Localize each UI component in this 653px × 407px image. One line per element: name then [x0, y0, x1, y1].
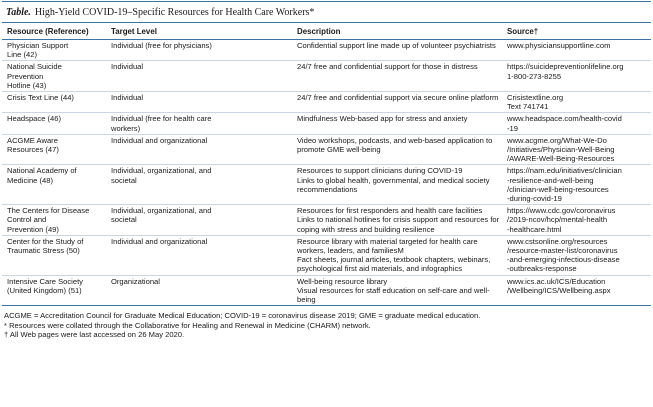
description-line: Confidential support line made up of volunteer psychiatrists [297, 41, 496, 50]
source-cell [502, 134, 651, 165]
target-level-line: Individual and organizational [111, 135, 208, 145]
source-line: 1-800-273-8255 [507, 71, 562, 81]
resources-table [2, 23, 651, 306]
target-level-line: Individual, organizational, and [111, 206, 212, 216]
resource-line: Center for the Study of [7, 236, 84, 246]
source-line: www.cstsonline.org/resources [507, 236, 608, 246]
resource-line: Crisis Text Line (44) [7, 93, 74, 103]
description-line: Resources for first responders and health care facilities Links to national hotlines for crisis support and resources for coping with stress and building resilience [297, 206, 500, 234]
resource-cell [2, 40, 106, 61]
target-level-line: workers) [111, 123, 141, 133]
table-row [2, 235, 651, 275]
target-level-cell [106, 113, 292, 134]
resource-cell [2, 61, 106, 92]
resource-line: (United Kingdom) (51) [7, 285, 82, 295]
resource-cell [2, 275, 106, 306]
source-line: www.headspace.com/health-covid [507, 114, 622, 124]
resource-line: Resources (47) [7, 145, 59, 155]
table-title [2, 1, 651, 23]
resource-cell [2, 205, 106, 236]
description-line: Resource library with material targeted for health care workers, leaders, and familiesM [297, 236, 478, 256]
source-line: /AWARE-Well-Being-Resources [507, 154, 615, 164]
table-row [2, 134, 651, 165]
description-line: 24/7 free and confidential support via secure online platform [297, 93, 499, 103]
resource-line: Headspace (46) [7, 114, 62, 124]
header-description: Description [292, 23, 502, 40]
description-line: Visual resources for staff education on self-care and well-being [297, 285, 490, 305]
resource-line: Physician Support [7, 41, 69, 50]
resource-line: Traumatic Stress (50) [7, 246, 80, 256]
target-level-line: Organizational [111, 276, 160, 286]
target-level-line: Individual [111, 62, 144, 72]
description-cell [292, 235, 502, 275]
table-row [2, 40, 651, 61]
footnote-abbreviations: ACGME = Accreditation Council for Graduate Medical Education; COVID-19 = coronavirus disease 2019; GME = graduate medical education. [4, 311, 481, 321]
source-line: https://suicidepreventionlifeline.org [507, 62, 624, 72]
source-line: -and-emerging-infectious-disease [507, 255, 620, 265]
source-cell [502, 235, 651, 275]
source-cell [502, 113, 651, 134]
resource-line: Prevention [7, 71, 44, 81]
source-line: www.physiciansupportline.com [507, 41, 611, 50]
target-level-line: societal [111, 215, 137, 225]
source-line: -outbreaks-response [507, 264, 577, 274]
description-line: Video workshops, podcasts, and web-based application to promote GME well-being [297, 135, 493, 155]
description-cell [292, 113, 502, 134]
resource-cell [2, 235, 106, 275]
source-cell [502, 61, 651, 92]
source-line: Text 741741 [507, 102, 549, 112]
source-line: https://nam.edu/initiatives/clinician [507, 166, 622, 176]
resource-line: Intensive Care Society [7, 276, 83, 286]
source-line: /Initiatives/Physician-Well-Being [507, 145, 615, 155]
source-line: Crisistextline.org [507, 93, 564, 103]
source-cell [502, 165, 651, 205]
resource-line: Control and [7, 215, 47, 225]
target-level-cell [106, 134, 292, 165]
resource-cell [2, 134, 106, 165]
source-line: -resilience-and-well-being [507, 175, 594, 185]
resource-line: Line (42) [7, 50, 37, 60]
source-cell [502, 275, 651, 306]
description-line: Resources to support clinicians during COVID-19 [297, 166, 463, 176]
resource-cell [2, 165, 106, 205]
target-level-cell [106, 40, 292, 61]
resource-cell [2, 92, 106, 113]
source-line: -during-covid-19 [507, 194, 562, 204]
description-cell [292, 165, 502, 205]
table-row [2, 275, 651, 306]
target-level-line: Individual [111, 93, 144, 103]
target-level-line: Individual, organizational, and [111, 166, 212, 176]
table-caption: High-Yield COVID-19–Specific Resources for Health Care Workers* [34, 6, 315, 18]
table-row [2, 61, 651, 92]
source-line: /2019-ncov/hcp/mental-health [507, 215, 608, 225]
resource-line: The Centers for Disease [7, 206, 90, 216]
header-source: Source† [502, 23, 651, 40]
source-cell [502, 40, 651, 61]
source-line: www.ics.ac.uk/ICS/Education [507, 276, 606, 286]
table-row [2, 113, 651, 134]
source-line: /resource-master-list/coronavirus [507, 246, 618, 256]
table-label: Table. [6, 6, 31, 18]
target-level-line: Individual (free for health care [111, 114, 212, 124]
target-level-line: Individual (free for physicians) [111, 41, 212, 50]
resource-cell [2, 113, 106, 134]
source-line: -19 [507, 123, 518, 133]
target-level-cell [106, 92, 292, 113]
description-cell [292, 134, 502, 165]
source-line: /Wellbeing/ICS/Wellbeing.aspx [507, 285, 611, 295]
source-line: /clinician-well-being-resources [507, 184, 609, 194]
document-page [0, 1, 653, 407]
resource-line: Hotline (43) [7, 80, 47, 90]
description-line: Fact sheets, journal articles, textbook chapters, webinars, psychological first aid materials, and infographics [297, 255, 491, 274]
table-row [2, 92, 651, 113]
table-footnotes [2, 306, 651, 340]
description-line: 24/7 free and confidential support for those in distress [297, 62, 478, 72]
description-cell [292, 205, 502, 236]
table-row [2, 205, 651, 236]
target-level-cell [106, 61, 292, 92]
header-target-level: Target Level [106, 23, 292, 40]
footnote-dagger: † All Web pages were last accessed on 26 May 2020. [4, 330, 185, 340]
table-row [2, 165, 651, 205]
resource-line: Prevention (49) [7, 224, 59, 234]
target-level-line: Individual and organizational [111, 236, 208, 246]
source-line: https://www.cdc.gov/coronavirus [507, 206, 616, 216]
source-line: -healthcare.html [507, 224, 562, 234]
resource-line: National Suicide [7, 62, 62, 72]
header-resource: Resource (Reference) [2, 23, 106, 40]
resource-line: National Academy of [7, 166, 77, 176]
source-cell [502, 205, 651, 236]
target-level-cell [106, 205, 292, 236]
description-cell [292, 92, 502, 113]
description-cell [292, 275, 502, 306]
description-line: Mindfulness Web-based app for stress and anxiety [297, 114, 468, 124]
target-level-cell [106, 165, 292, 205]
description-cell [292, 61, 502, 92]
target-level-line: societal [111, 175, 137, 185]
resource-line: ACGME Aware [7, 135, 58, 145]
table-body [2, 40, 651, 306]
target-level-cell [106, 235, 292, 275]
description-line: Well-being resource library [297, 276, 388, 286]
source-cell [502, 92, 651, 113]
description-cell [292, 40, 502, 61]
footnote-asterisk: * Resources were collated through the Collaborative for Healing and Renewal in Medicine (CHARM) network. [4, 320, 371, 330]
table-header-row [2, 23, 651, 40]
description-line: Links to global health, governmental, and medical society recommendations [297, 175, 490, 194]
target-level-cell [106, 275, 292, 306]
resource-line: Medicine (48) [7, 175, 54, 185]
source-line: www.acgme.org/What-We-Do [507, 135, 607, 145]
